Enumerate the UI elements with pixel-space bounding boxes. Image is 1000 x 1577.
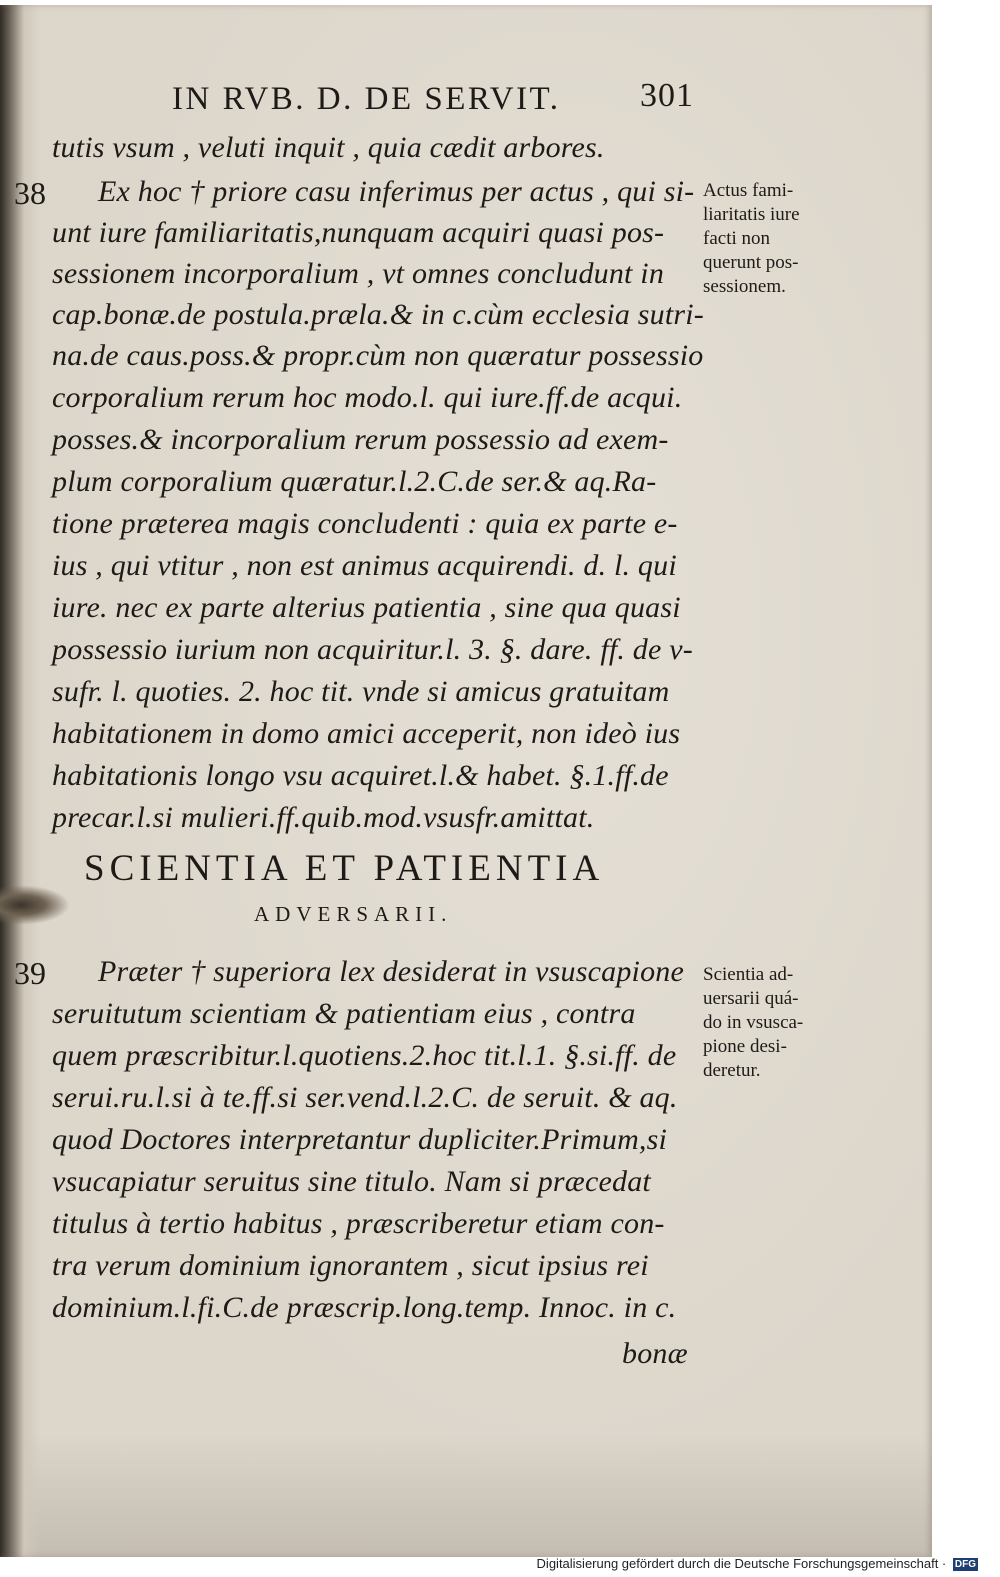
section-subheading: ADVERSARII. [254,902,453,926]
running-title: IN RVB. D. DE SERVIT. [172,81,561,117]
text-line: corporalium rerum hoc modo.l. qui iure.ff.de acqui. [52,381,683,414]
text-line: Ex hoc † priore casu inferimus per actus , qui si- [98,175,695,208]
funding-note: Digitalisierung gefördert durch die Deutsche Forschungsgemeinschaft · [536,1556,947,1571]
marginal-note [703,179,800,299]
book-page [0,5,932,1557]
text-line: unt iure familiaritatis,nunquam acquiri quasi pos- [52,216,665,249]
text-line: ius , qui vtitur , non est animus acquirendi. d. l. qui [52,549,677,582]
marginal-note-line: deretur. [703,1060,761,1081]
catchword: bonæ [622,1337,688,1370]
marginal-note-line: facti non [703,228,771,249]
marginal-note-line: pione desi- [703,1036,787,1057]
marginal-note-line: do in vsusca- [703,1012,804,1033]
text-line: cap.bonæ.de postula.præla.& in c.cùm ecclesia sutri- [52,298,704,331]
text-line: habitationem in domo amici acceperit, non ideò ius [52,717,681,750]
text-line: tra verum dominium ignorantem , sicut ipsius rei [52,1249,649,1282]
text-line: iure. nec ex parte alterius patientia , sine qua quasi [52,591,681,624]
section-number: 38 [14,175,46,211]
text-line: tutis vsum , veluti inquit , quia cædit arbores. [52,131,605,164]
text-line: serui.ru.l.si à te.ff.si ser.vend.l.2.C. de seruit. & aq. [52,1081,678,1114]
marginal-note-line: Scientia ad- [703,964,794,985]
dfg-logo: DFG [954,1559,976,1570]
marginal-note-line: querunt pos- [703,252,799,273]
marginal-note [703,963,803,1083]
section-heading: SCIENTIA ET PATIENTIA [84,848,605,889]
page-stain [0,885,70,925]
marginal-note-line: liaritatis iure [703,204,800,225]
text-line: sufr. l. quoties. 2. hoc tit. vnde si amicus gratuitam [52,675,670,708]
text-line: habitationis longo vsu acquiret.l.& habet. §.1.ff.de [52,759,669,792]
text-line: seruitutum scientiam & patientiam eius , contra [52,997,636,1030]
funding-footer [537,1556,978,1571]
page-number: 301 [640,77,694,114]
marginal-note-line: uersarii quá- [703,988,799,1009]
text-line: precar.l.si mulieri.ff.quib.mod.vsusfr.amittat. [52,801,595,834]
marginal-note-line: Actus fami- [703,180,794,201]
text-line: quod Doctores interpretantur dupliciter.Primum,si [52,1123,668,1156]
section-number: 39 [14,955,46,991]
text-line: vsucapiatur seruitus sine titulo. Nam si præcedat [52,1165,651,1198]
text-line: possessio iurium non acquiritur.l. 3. §. dare. ff. de v- [52,633,693,666]
text-line: Præter † superiora lex desiderat in vsuscapione [98,955,684,988]
text-line: na.de caus.poss.& propr.cùm non quæratur possessio [52,339,704,372]
text-line: tione præterea magis concludenti : quia ex parte e- [52,507,678,540]
text-line: sessionem incorporalium , vt omnes concludunt in [52,257,665,290]
text-line: posses.& incorporalium rerum possessio ad exem- [52,423,669,456]
text-line: dominium.l.fi.C.de præscrip.long.temp. Innoc. in c. [52,1291,677,1324]
text-line: titulus à tertio habitus , præscriberetur etiam con- [52,1207,665,1240]
text-line: plum corporalium quæratur.l.2.C.de ser.& aq.Ra- [52,465,657,498]
text-line: quem præscribitur.l.quotiens.2.hoc tit.l.1. §.si.ff. de [52,1039,677,1072]
marginal-note-line: sessionem. [703,276,786,297]
